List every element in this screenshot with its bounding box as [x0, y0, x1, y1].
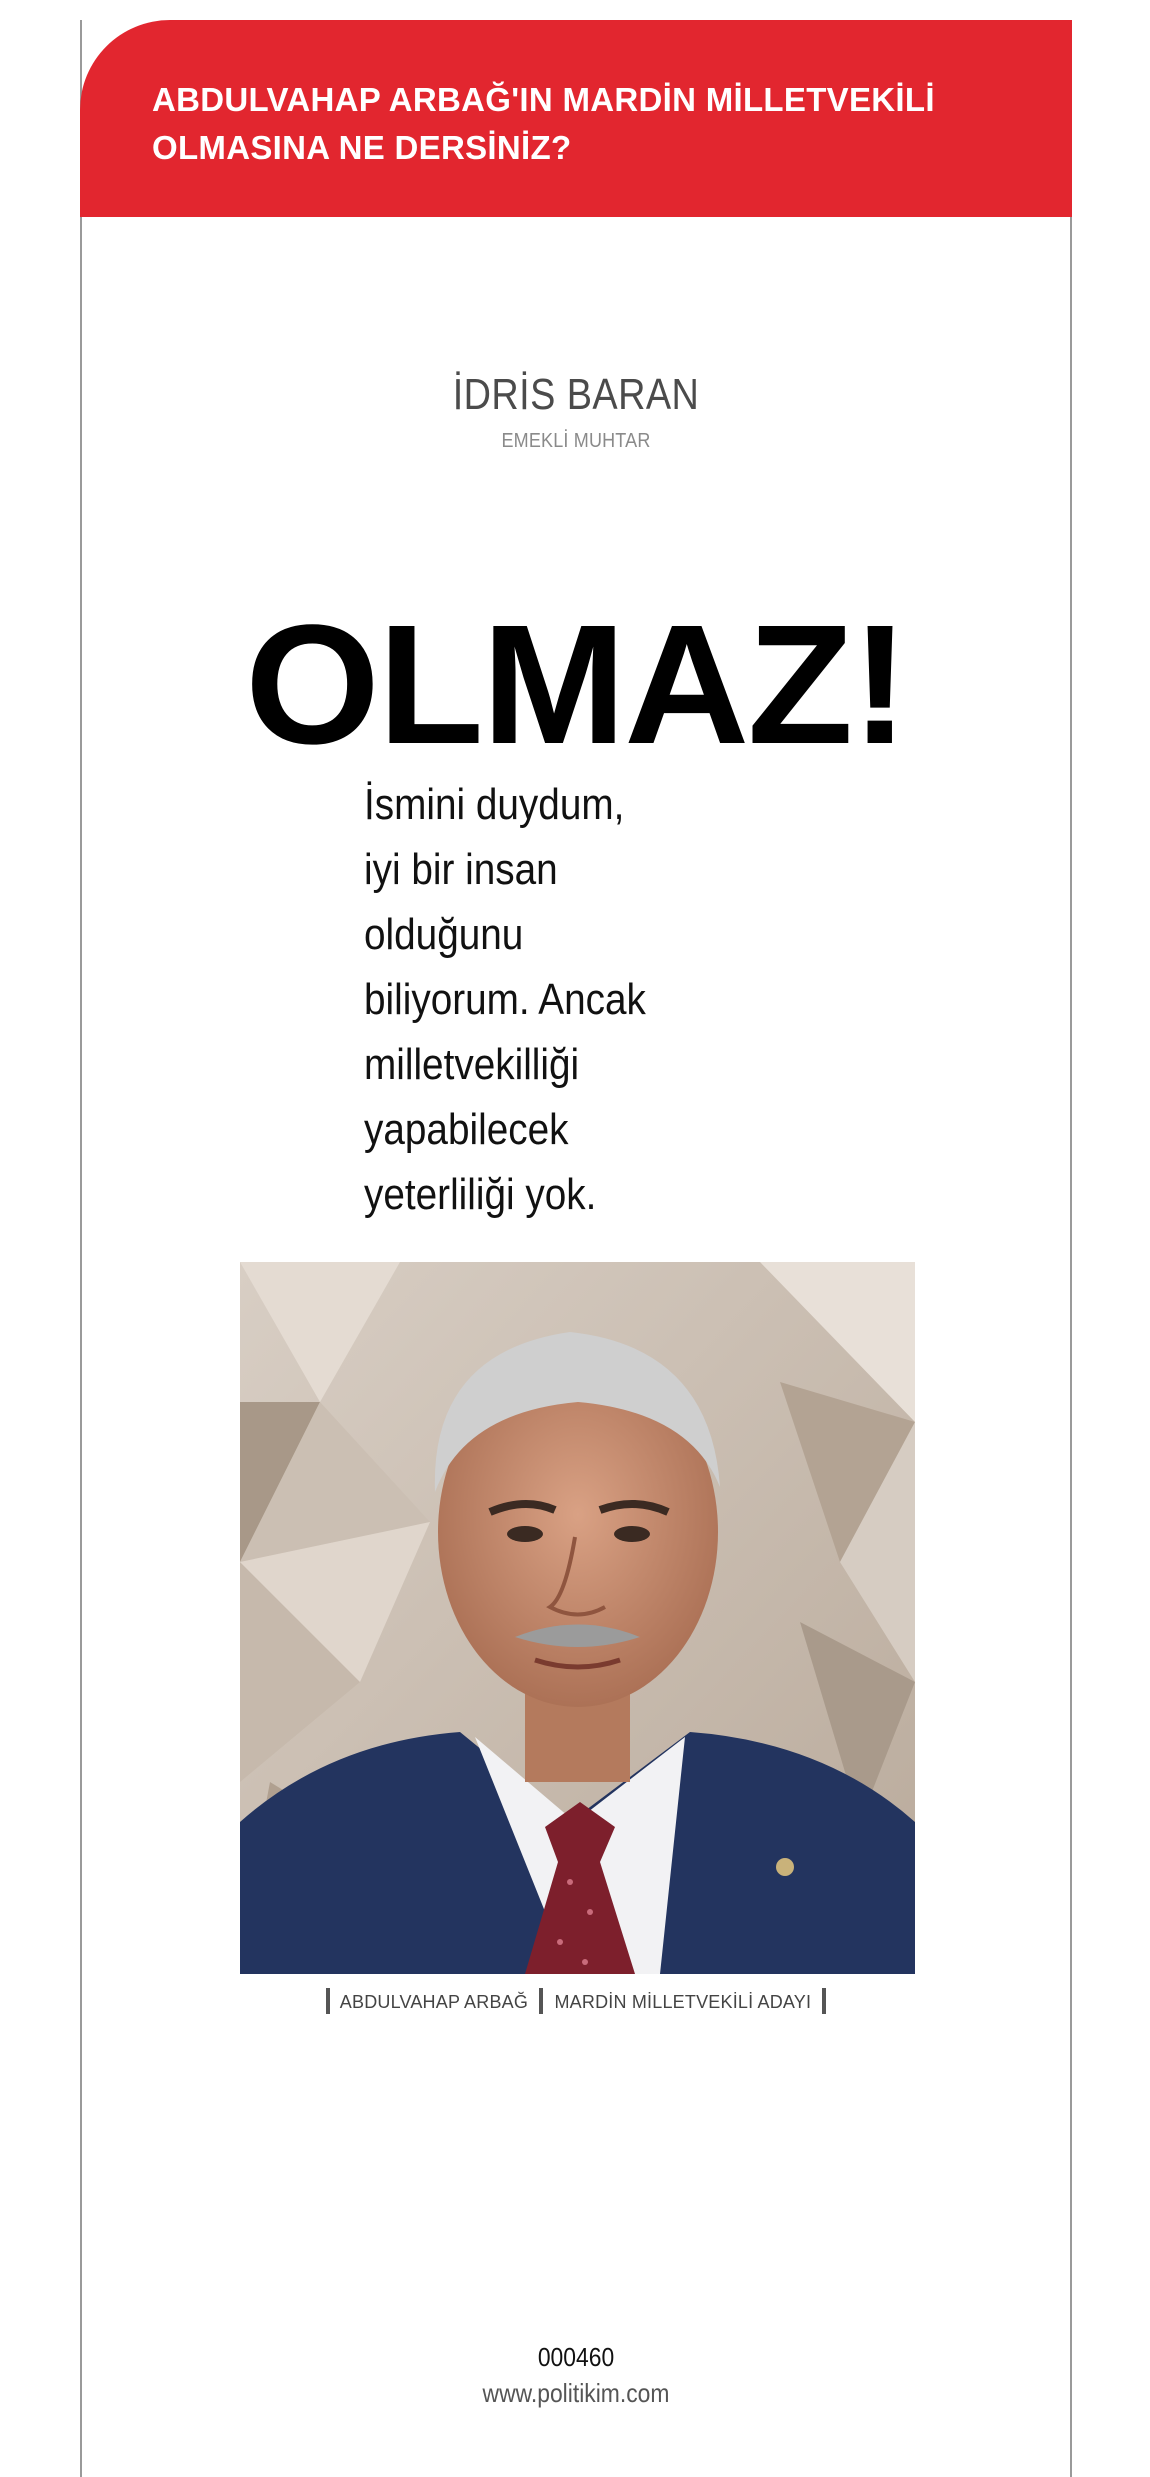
quote-line: iyi bir insan	[364, 845, 558, 894]
divider-bar	[326, 1988, 330, 2014]
photo-caption	[80, 1988, 1072, 2014]
divider-bar	[539, 1988, 543, 2014]
answer-quote	[364, 772, 663, 1227]
answer-headline: OLMAZ!	[245, 590, 907, 780]
quote-line: yeterliliği yok.	[364, 1170, 597, 1219]
quote-line: biliyorum. Ancak	[364, 975, 646, 1024]
website-link[interactable]: www.politikim.com	[482, 2378, 670, 2408]
quote-line: olduğunu	[364, 910, 524, 959]
quote-line: İsmini duydum,	[364, 780, 625, 829]
caption-title: MARDİN MİLLETVEKİLİ ADAYI	[554, 1992, 812, 2012]
divider-bar	[822, 1988, 826, 2014]
author-role: EMEKLİ MUHTAR	[501, 430, 651, 452]
question-header	[80, 20, 1072, 217]
quote-line: milletvekilliği	[364, 1040, 580, 1089]
portrait-illustration	[240, 1262, 915, 1974]
question-title: ABDULVAHAP ARBAĞ'IN MARDİN MİLLETVEKİLİ OLMASINA NE DERSİNİZ?	[152, 81, 935, 166]
caption-name: ABDULVAHAP ARBAĞ	[339, 1992, 529, 2012]
author-name: İDRİS BARAN	[452, 370, 700, 419]
candidate-photo	[240, 1262, 915, 1974]
quote-line: yapabilecek	[364, 1105, 569, 1154]
page-code: 000460	[537, 2342, 615, 2372]
